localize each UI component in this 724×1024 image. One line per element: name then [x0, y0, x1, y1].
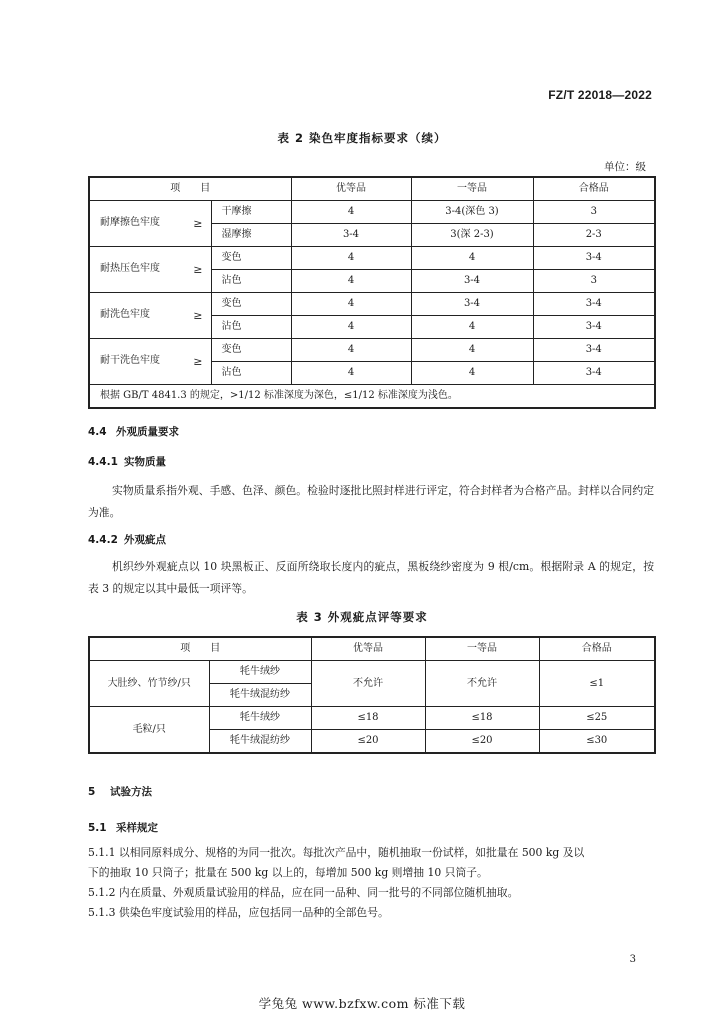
- table2-cell: 4: [291, 316, 411, 339]
- section-4-4-1-text: 实物质量系指外观、手感、色泽、颜色。检验时逐批比照封样进行评定，符合封样者为合格产品。封样以合同约定为准。: [88, 484, 654, 519]
- table2-unit: 单位：级: [604, 161, 646, 173]
- section-4-4-2-heading: 4.4.2 外观疵点: [88, 534, 166, 546]
- table3-cell: ≤20: [425, 730, 539, 754]
- table2-cell: 3-4: [291, 224, 411, 247]
- table-row: [89, 293, 655, 316]
- table2-header-qualified: 合格品: [533, 177, 655, 201]
- table3-group-label: 大肚纱、竹节纱/只: [89, 661, 209, 707]
- table3-cell: ≤25: [539, 707, 655, 730]
- table2-group-label: 耐洗色牢度 ≥: [89, 293, 211, 339]
- table2-sub: 沾色: [211, 316, 291, 339]
- table3-cell: ≤18: [425, 707, 539, 730]
- table2-sub: 变色: [211, 247, 291, 270]
- table2-note-row: [89, 385, 655, 409]
- table-row: [89, 339, 655, 362]
- table3-sub: 牦牛绒混纺纱: [209, 730, 311, 754]
- table3-cell: ≤30: [539, 730, 655, 754]
- table2-group-label: 耐摩擦色牢度 ≥: [89, 201, 211, 247]
- clause-5-1-3: 5.1.3 供染色牢度试验用的样品，应包括同一品种的全部色号。: [88, 906, 389, 919]
- table3-header-item: 项 目: [89, 637, 311, 661]
- table2-sub: 变色: [211, 339, 291, 362]
- table3-cell: ≤18: [311, 707, 425, 730]
- table2-note: 根据 GB/T 4841.3 的规定，>1/12 标准深度为深色，≤1/12 标准深度为浅色。: [89, 385, 655, 409]
- table2-cell: 4: [291, 201, 411, 224]
- table3-cell: ≤1: [539, 661, 655, 707]
- table2-cell: 3-4: [533, 316, 655, 339]
- table2-header-row: [89, 177, 655, 201]
- table3-header-superior: 优等品: [311, 637, 425, 661]
- section-4-4-1-heading: 4.4.1 实物质量: [88, 456, 166, 468]
- table2: [88, 176, 656, 409]
- table3-cell: 不允许: [425, 661, 539, 707]
- table2-group-label: 耐干洗色牢度 ≥: [89, 339, 211, 385]
- table3-header-qualified: 合格品: [539, 637, 655, 661]
- clause-5-1-2: 5.1.2 内在质量、外观质量试验用的样品，应在同一品种、同一批号的不同部位随机抽取。: [88, 886, 519, 899]
- table2-cell: 4: [411, 247, 533, 270]
- table2-header-item: 项 目: [89, 177, 291, 201]
- table2-cell: 3-4: [533, 293, 655, 316]
- table2-cell: 3-4: [411, 293, 533, 316]
- page-number: 3: [629, 954, 636, 965]
- section-5-heading: 5 试验方法: [88, 786, 152, 798]
- table2-title: 表 2 染色牢度指标要求（续）: [277, 131, 447, 145]
- table2-sub: 干摩擦: [211, 201, 291, 224]
- table-row: [89, 247, 655, 270]
- table3-sub: 牦牛绒纱: [209, 707, 311, 730]
- table3-header-row: [89, 637, 655, 661]
- table-row: [89, 201, 655, 224]
- table2-cell: 3(深 2-3): [411, 224, 533, 247]
- table2-cell: 4: [411, 339, 533, 362]
- table2-cell: 3-4: [533, 362, 655, 385]
- table3-cell: 不允许: [311, 661, 425, 707]
- table2-sub: 沾色: [211, 362, 291, 385]
- section-5-1-heading: 5.1 采样规定: [88, 822, 158, 834]
- clause-5-1-1-line2: 下的抽取 10 只筒子；批量在 500 kg 以上的，每增加 500 kg 则增抽 10 只筒子。: [88, 866, 488, 879]
- table3-sub: 牦牛绒混纺纱: [209, 684, 311, 707]
- table2-sub: 沾色: [211, 270, 291, 293]
- table2-cell: 4: [291, 247, 411, 270]
- table3-title: 表 3 外观疵点评等要求: [296, 610, 428, 624]
- table2-cell: 4: [291, 293, 411, 316]
- table3-group-label: 毛粒/只: [89, 707, 209, 754]
- table-row: [89, 661, 655, 684]
- table2-cell: 4: [291, 339, 411, 362]
- section-4-4-2-text: 机织纱外观疵点以 10 块黑板正、反面所绕取长度内的疵点，黑板绕纱密度为 9 根/cm。根据附录 A 的规定，按表 3 的规定以其中最低一项评等。: [88, 560, 654, 595]
- table3-header-first: 一等品: [425, 637, 539, 661]
- table2-cell: 4: [291, 270, 411, 293]
- table2-cell: 3-4(深色 3): [411, 201, 533, 224]
- table2-header-first: 一等品: [411, 177, 533, 201]
- table3-sub: 牦牛绒纱: [209, 661, 311, 684]
- table2-cell: 4: [411, 316, 533, 339]
- table3: [88, 636, 656, 754]
- table2-cell: 3: [533, 270, 655, 293]
- table2-cell: 2-3: [533, 224, 655, 247]
- table3-cell: ≤20: [311, 730, 425, 754]
- table-row: [89, 707, 655, 730]
- table2-cell: 3-4: [411, 270, 533, 293]
- table2-header-superior: 优等品: [291, 177, 411, 201]
- footer-watermark[interactable]: 学兔兔 www.bzfxw.com 标准下载: [258, 996, 466, 1011]
- table2-sub: 湿摩擦: [211, 224, 291, 247]
- table2-sub: 变色: [211, 293, 291, 316]
- clause-5-1-1: [88, 843, 654, 883]
- section-4-4-heading: 4.4 外观质量要求: [88, 426, 179, 438]
- clause-5-1-1-line1: 5.1.1 以相同原料成分、规格的为同一批次。每批次产品中，随机抽取一份试样，如批量在 500 kg 及以: [88, 846, 585, 859]
- table2-cell: 3-4: [533, 339, 655, 362]
- table2-cell: 3: [533, 201, 655, 224]
- table2-cell: 4: [411, 362, 533, 385]
- table2-group-label: 耐热压色牢度 ≥: [89, 247, 211, 293]
- table2-cell: 4: [291, 362, 411, 385]
- table2-cell: 3-4: [533, 247, 655, 270]
- standard-code: FZ/T 22018—2022: [548, 88, 652, 102]
